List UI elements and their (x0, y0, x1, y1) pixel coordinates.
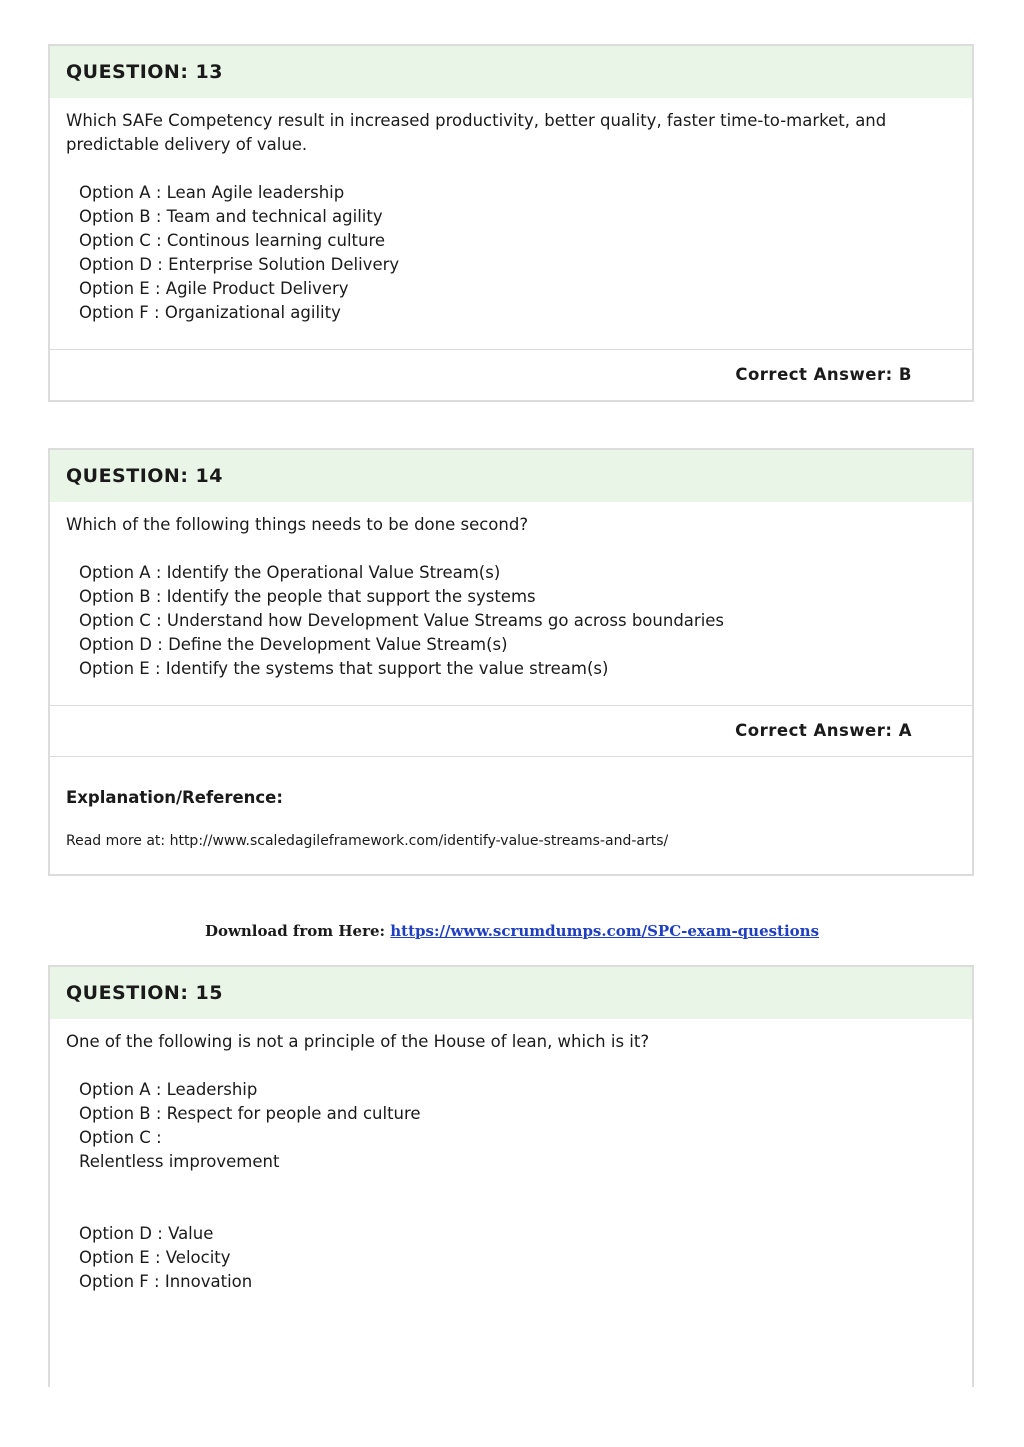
explanation-title: Explanation/Reference: (66, 788, 283, 807)
option-c: Option C : (79, 1128, 162, 1147)
question-body (50, 502, 972, 705)
option-c: Option C : Continous learning culture (79, 231, 386, 250)
question-body (50, 98, 972, 349)
download-label: Download from Here: (204, 922, 391, 940)
question-text: Which of the following things needs to be done second? (66, 515, 529, 534)
option-a: Option A : Lean Agile leadership (79, 183, 345, 202)
option-f: Option F : Organizational agility (79, 303, 341, 322)
option-e: Option E : Agile Product Delivery (79, 279, 349, 298)
option-e: Option E : Velocity (79, 1248, 231, 1267)
question-body (50, 1019, 972, 1294)
option-d: Option D : Define the Development Value Stream(s) (79, 635, 508, 654)
correct-answer: Correct Answer: B (50, 349, 972, 400)
correct-answer: Correct Answer: A (50, 705, 972, 756)
option-d: Option D : Enterprise Solution Delivery (79, 255, 400, 274)
question-card (48, 965, 974, 1387)
question-card (48, 44, 974, 402)
question-text: Which SAFe Competency result in increased productivity, better quality, faster time-to-market, and predictable delivery of value. (66, 111, 887, 154)
option-b: Option B : Respect for people and culture (79, 1104, 421, 1123)
options-list (66, 1078, 956, 1294)
question-header: QUESTION: 14 (50, 450, 972, 502)
download-link[interactable]: https://www.scrumdumps.com/SPC-exam-questions (390, 922, 820, 940)
option-b: Option B : Identify the people that support the systems (79, 587, 536, 606)
blank-line (79, 1198, 956, 1222)
explanation-text: Read more at: http://www.scaledagileframework.com/identify-value-streams-and-arts/ (66, 833, 669, 849)
blank-line (79, 1174, 956, 1198)
option-b: Option B : Team and technical agility (79, 207, 383, 226)
download-line (0, 922, 1024, 940)
option-e: Option E : Identify the systems that support the value stream(s) (79, 659, 609, 678)
option-a: Option A : Leadership (79, 1080, 258, 1099)
options-list (66, 561, 956, 705)
question-header: QUESTION: 15 (50, 967, 972, 1019)
question-header: QUESTION: 13 (50, 46, 972, 98)
option-c-text: Relentless improvement (79, 1152, 280, 1171)
option-d: Option D : Value (79, 1224, 214, 1243)
explanation-section (50, 756, 972, 874)
question-text: One of the following is not a principle of the House of lean, which is it? (66, 1032, 650, 1051)
option-a: Option A : Identify the Operational Value Stream(s) (79, 563, 501, 582)
question-card (48, 448, 974, 876)
option-c: Option C : Understand how Development Value Streams go across boundaries (79, 611, 725, 630)
option-f: Option F : Innovation (79, 1272, 253, 1291)
options-list (66, 181, 956, 349)
